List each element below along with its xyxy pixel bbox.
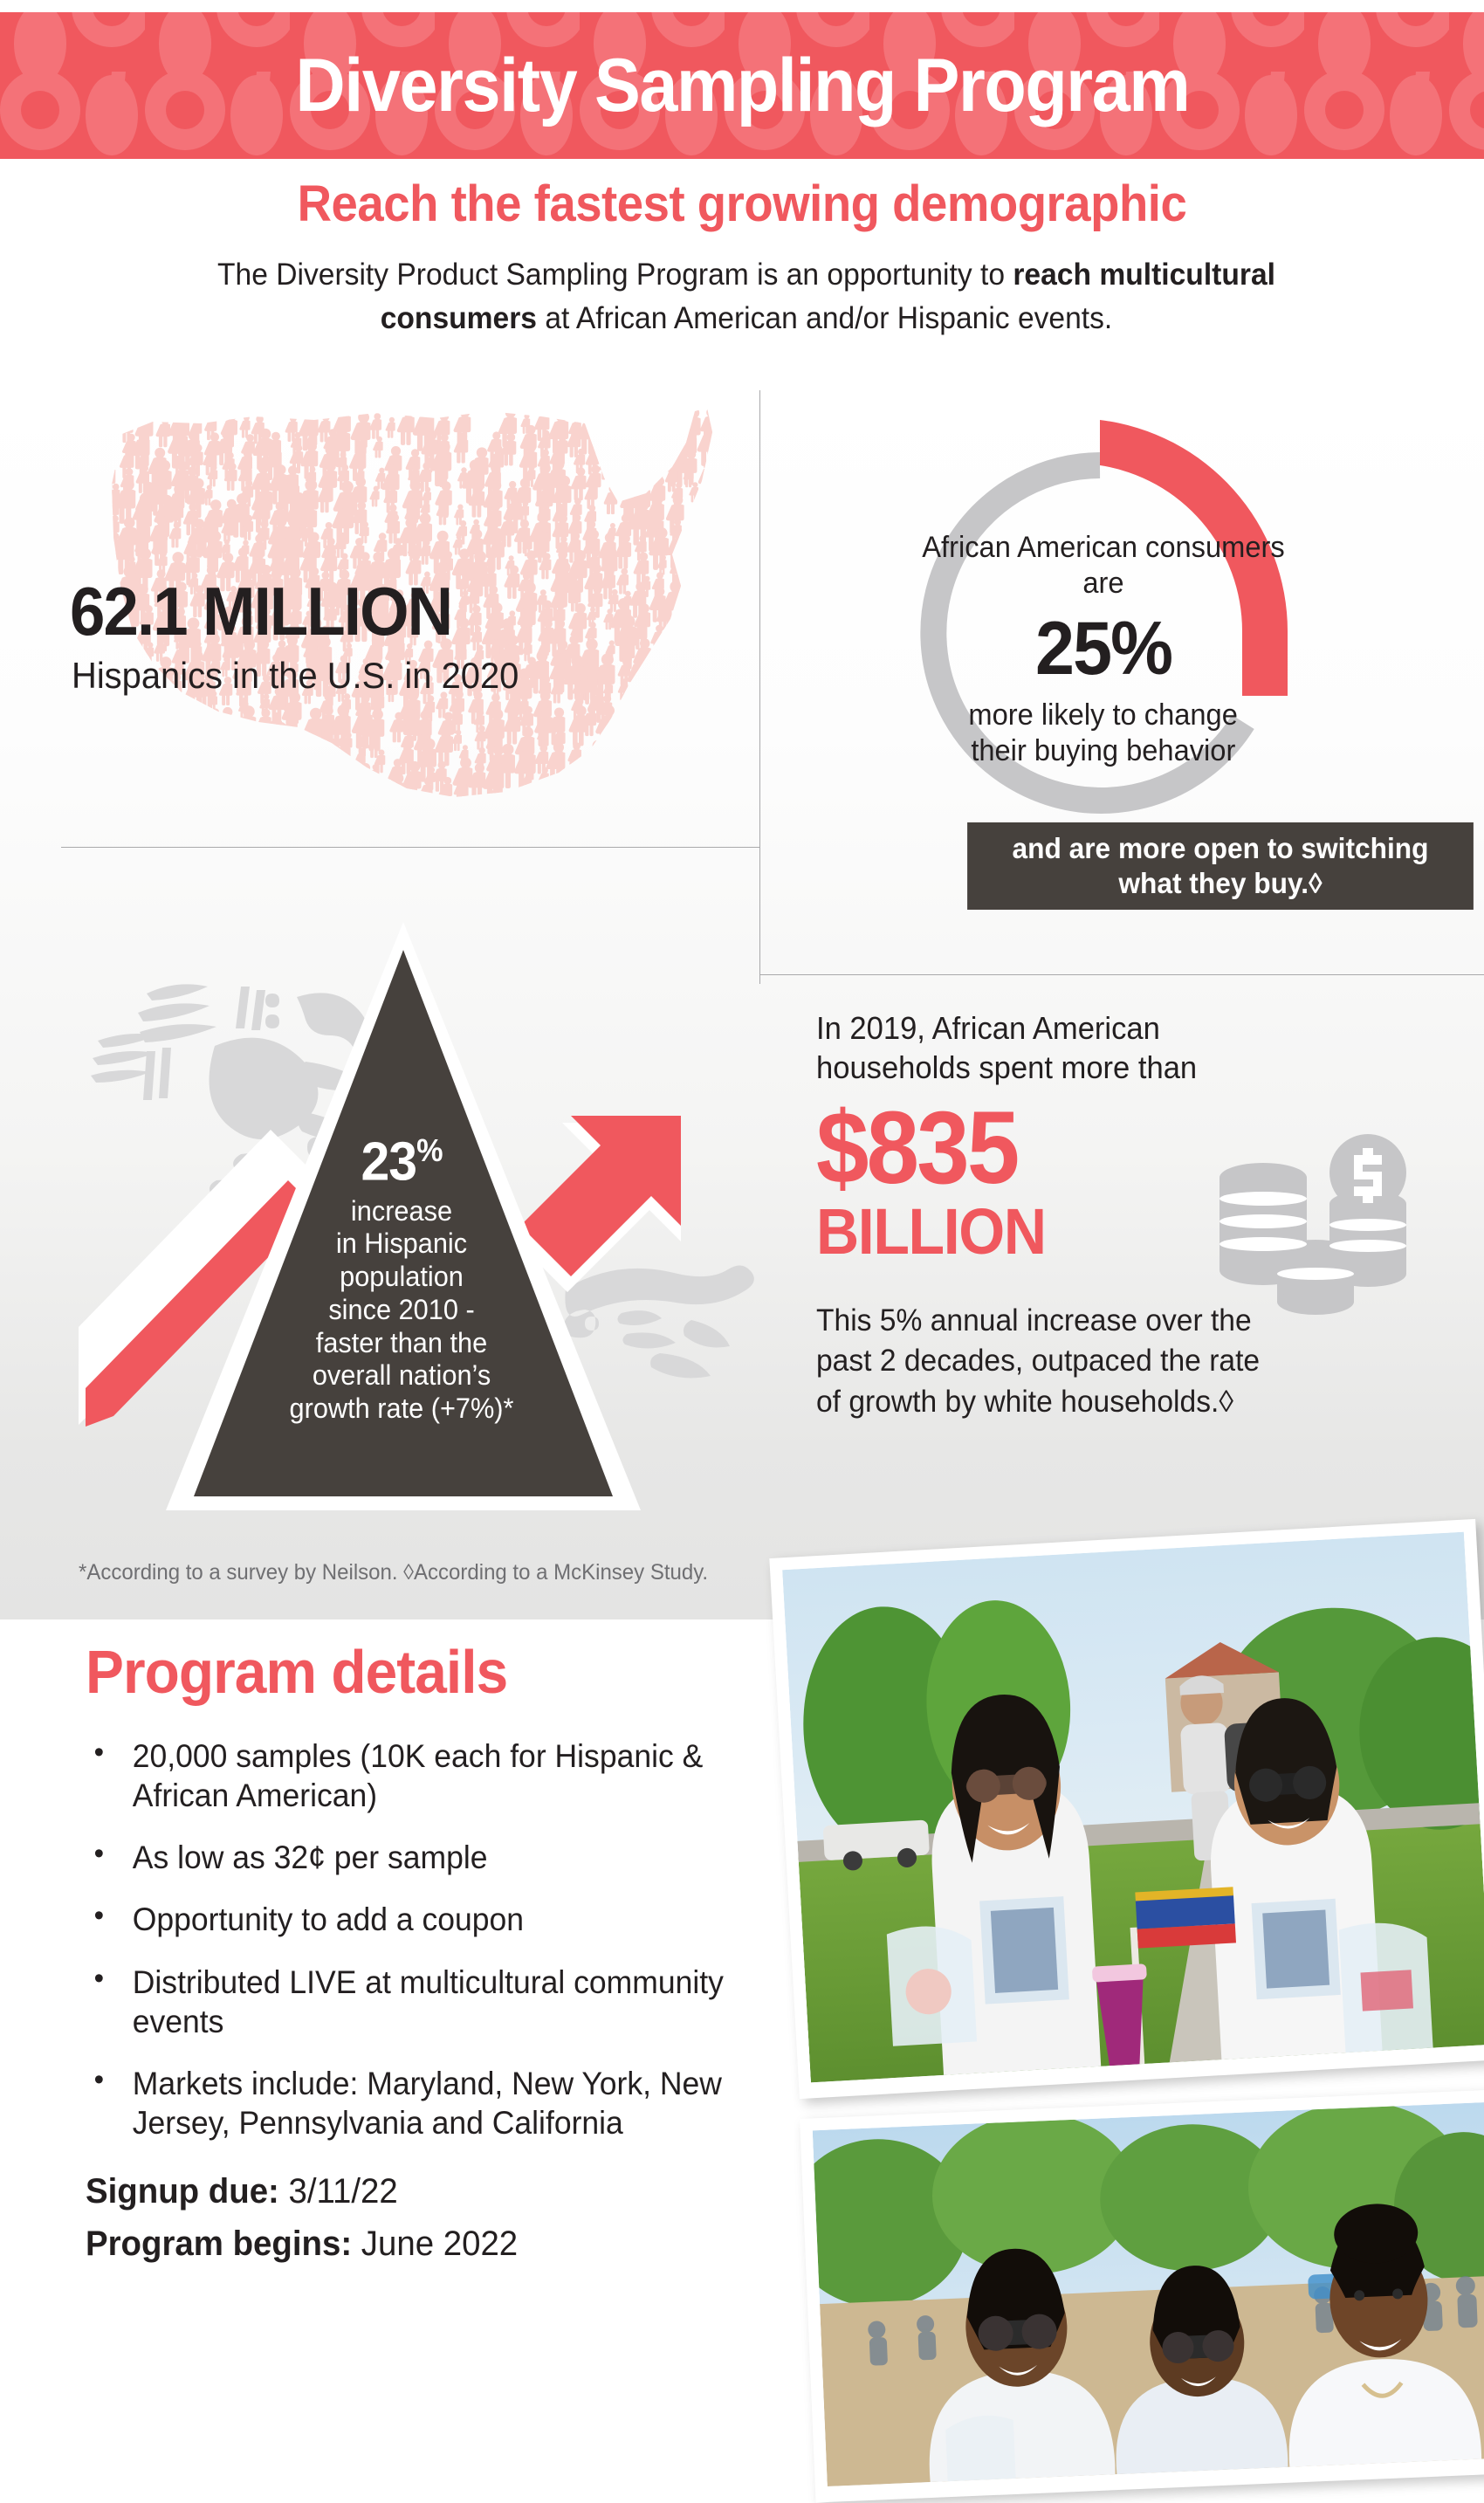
hispanic-population-caption: Hispanics in the U.S. in 2020 (72, 655, 519, 696)
program-begins-value: June 2022 (352, 2225, 519, 2263)
switching-banner-line-1: and are more open to switching (1012, 831, 1429, 864)
hispanic-population-number: 62.1 MILLION (70, 573, 452, 650)
triangle-text-block (275, 1131, 528, 1426)
spending-note-line-3: of growth by white households.◊ (816, 1384, 1233, 1419)
donut-center-content (911, 530, 1295, 827)
household-spending-stat (816, 1008, 1480, 1532)
triangle-line-1: increase (350, 1194, 453, 1227)
donut-trail-line-2: their buying behavior (971, 734, 1236, 768)
african-american-consumers-stat (786, 397, 1475, 899)
list-item: • Opportunity to add a coupon (86, 1900, 773, 1939)
signup-due-value: 3/11/22 (278, 2172, 398, 2211)
list-item: • As low as 32¢ per sample (86, 1838, 773, 1877)
hispanic-population-stat (70, 397, 733, 834)
hispanic-growth-stat (44, 899, 759, 1528)
divider-vertical (759, 390, 760, 984)
triangle-percent-number: 23 (361, 1131, 417, 1193)
program-details-title: Program details (86, 1638, 508, 1706)
triangle-percent-symbol: % (416, 1132, 443, 1168)
donut-trail-line-1: more likely to change (968, 698, 1239, 732)
photo-1-artwork (782, 1532, 1484, 2083)
triangle-line-7: growth rate (+7%)* (289, 1392, 514, 1425)
aztec-fish-icon (563, 1265, 754, 1378)
intro-text-2: at African American and/or Hispanic events. (537, 300, 1113, 335)
list-item: • Markets include: Maryland, New York, New Jersey, Pennsylvania and California (86, 2064, 773, 2142)
switching-banner (967, 822, 1474, 910)
triangle-line-4: since 2010 - (328, 1293, 475, 1325)
signoff-block (86, 2165, 801, 2270)
spending-lead-line-2: households spent more than (816, 1049, 1198, 1085)
event-photo-african-american (800, 2089, 1484, 2502)
list-item: • 20,000 samples (10K each for Hispanic & African American) (86, 1736, 773, 1815)
intro-bold: reach multicultural consumers (380, 258, 1275, 335)
intro-paragraph (172, 253, 1320, 340)
page-title: Diversity Sampling Program (295, 43, 1189, 127)
spending-amount: $835 (816, 1090, 1018, 1206)
photo-2-artwork (813, 2102, 1484, 2486)
intro-text-1: The Diversity Product Sampling Program is an opportunity to (217, 258, 1013, 292)
spending-lead-line-1: In 2019, African American (816, 1010, 1160, 1046)
program-details-section (86, 1637, 801, 2270)
coin-stacks-icon (1209, 1131, 1419, 1331)
divider-horizontal-left (61, 847, 759, 848)
triangle-line-5: faster than the (315, 1326, 488, 1358)
switching-banner-line-2: what they buy.◊ (1118, 867, 1323, 899)
program-begins-label: Program begins: (86, 2225, 353, 2263)
triangle-line-6: overall nation’s (312, 1359, 491, 1392)
triangle-percent-value (281, 1131, 522, 1193)
program-details-list (86, 1736, 801, 2142)
triangle-line-3: population (340, 1261, 464, 1293)
spending-note-line-1: This 5% annual increase over the (816, 1303, 1252, 1338)
triangle-line-2: in Hispanic (335, 1227, 468, 1260)
subtitle: Reach the fastest growing demographic (297, 175, 1187, 232)
spending-unit: BILLION (816, 1195, 1046, 1269)
page-header (0, 12, 1484, 159)
event-photo-hispanic (769, 1519, 1484, 2099)
signup-due-line (86, 2165, 773, 2218)
donut-percent-value: 25% (1034, 606, 1172, 691)
spending-note-line-2: past 2 decades, outpaced the rate (816, 1344, 1261, 1379)
footnotes: *According to a survey by Neilson. ◊According to a McKinsey Study. (79, 1560, 709, 1585)
signup-due-label: Signup due: (86, 2172, 279, 2211)
list-item: • Distributed LIVE at multicultural community events (86, 1963, 773, 2041)
program-begins-line (86, 2218, 773, 2270)
donut-lead-text: African American consumers are (922, 531, 1285, 601)
divider-horizontal-right (759, 974, 1484, 975)
